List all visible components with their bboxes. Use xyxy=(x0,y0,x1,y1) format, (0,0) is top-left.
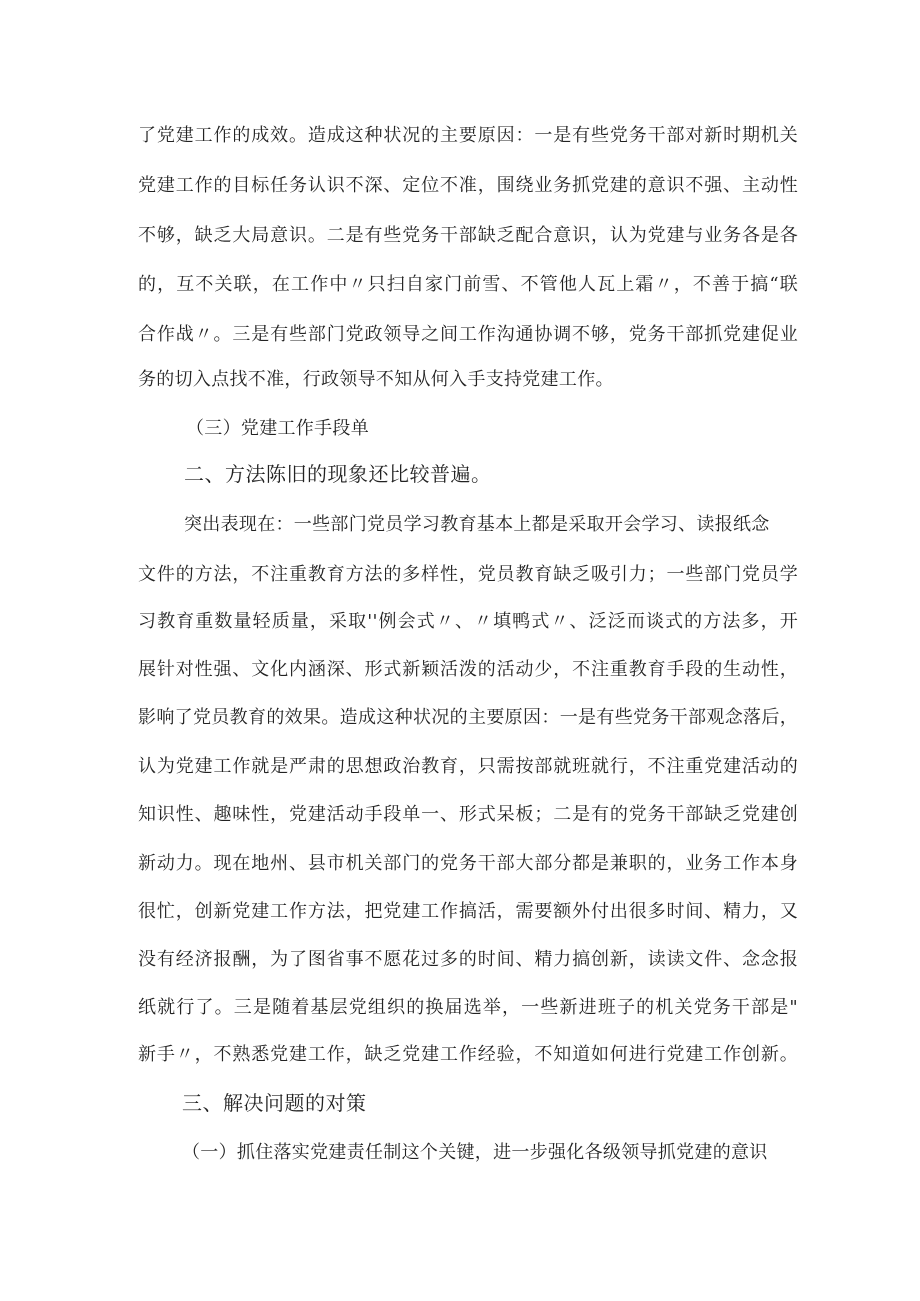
section-heading: 三、解决问题的对策 xyxy=(182,1091,367,1115)
paragraph-line: 新手〃，不熟悉党建工作，缺乏党建工作经验，不知道如何进行党建工作创新。 xyxy=(138,1044,798,1065)
paragraph-line: 党建工作的目标任务认识不深、定位不准，围绕业务抓党建的意识不强、主动性 xyxy=(138,175,798,196)
subsection-heading: （一）抓住落实党建责任制这个关键，进一步强化各级领导抓党建的意识 xyxy=(182,1142,768,1163)
paragraph-line: 没有经济报酬，为了图省事不愿花过多的时间、精力搞创新，读读文件、念念报 xyxy=(138,949,798,970)
paragraph-line: 的，互不关联，在工作中〃只扫自家门前雪、不管他人瓦上霜〃，不善于搞“联 xyxy=(138,274,798,295)
section-heading: 二、方法陈旧的现象还比较普遍。 xyxy=(184,462,492,486)
paragraph-line: 不够，缺乏大局意识。二是有些党务干部缺乏配合意识，认为党建与业务各是各 xyxy=(138,225,798,246)
paragraph-line: 纸就行了。三是随着基层党组织的换届选举，一些新进班子的机关党务干部是" xyxy=(138,997,798,1018)
paragraph-line: 影响了党员教育的效果。造成这种状况的主要原因：一是有些党务干部观念落后， xyxy=(138,707,798,728)
paragraph-line: 展针对性强、文化内涵深、形式新颖活泼的活动少，不注重教育手段的生动性， xyxy=(138,659,798,680)
subsection-heading: （三）党建工作手段单 xyxy=(186,418,369,439)
paragraph-line: 很忙，创新党建工作方法，把党建工作搞活，需要额外付出很多时间、精力，又 xyxy=(138,901,798,922)
paragraph-line: 合作战〃。三是有些部门党政领导之间工作沟通协调不够，党务干部抓党建促业 xyxy=(138,324,798,345)
paragraph-line: 认为党建工作就是严肃的思想政治教育，只需按部就班就行，不注重党建活动的 xyxy=(138,756,798,777)
paragraph-line: 突出表现在：一些部门党员学习教育基本上都是采取开会学习、读报纸念 xyxy=(184,514,770,535)
paragraph-line: 了党建工作的成效。造成这种状况的主要原因：一是有些党务干部对新时期机关 xyxy=(138,125,798,146)
paragraph-line: 文件的方法，不注重教育方法的多样性，党员教育缺乏吸引力；一些部门党员学 xyxy=(138,564,798,585)
paragraph-line: 习教育重数量轻质量，采取''例会式〃、〃填鸭式〃、泛泛而谈式的方法多，开 xyxy=(138,611,798,632)
paragraph-line: 新动力。现在地州、县市机关部门的党务干部大部分都是兼职的，业务工作本身 xyxy=(138,853,798,874)
paragraph-line: 知识性、趣味性，党建活动手段单一、形式呆板；二是有的党务干部缺乏党建创 xyxy=(138,804,798,825)
paragraph-line: 务的切入点找不准，行政领导不知从何入手支持党建工作。 xyxy=(138,369,614,390)
